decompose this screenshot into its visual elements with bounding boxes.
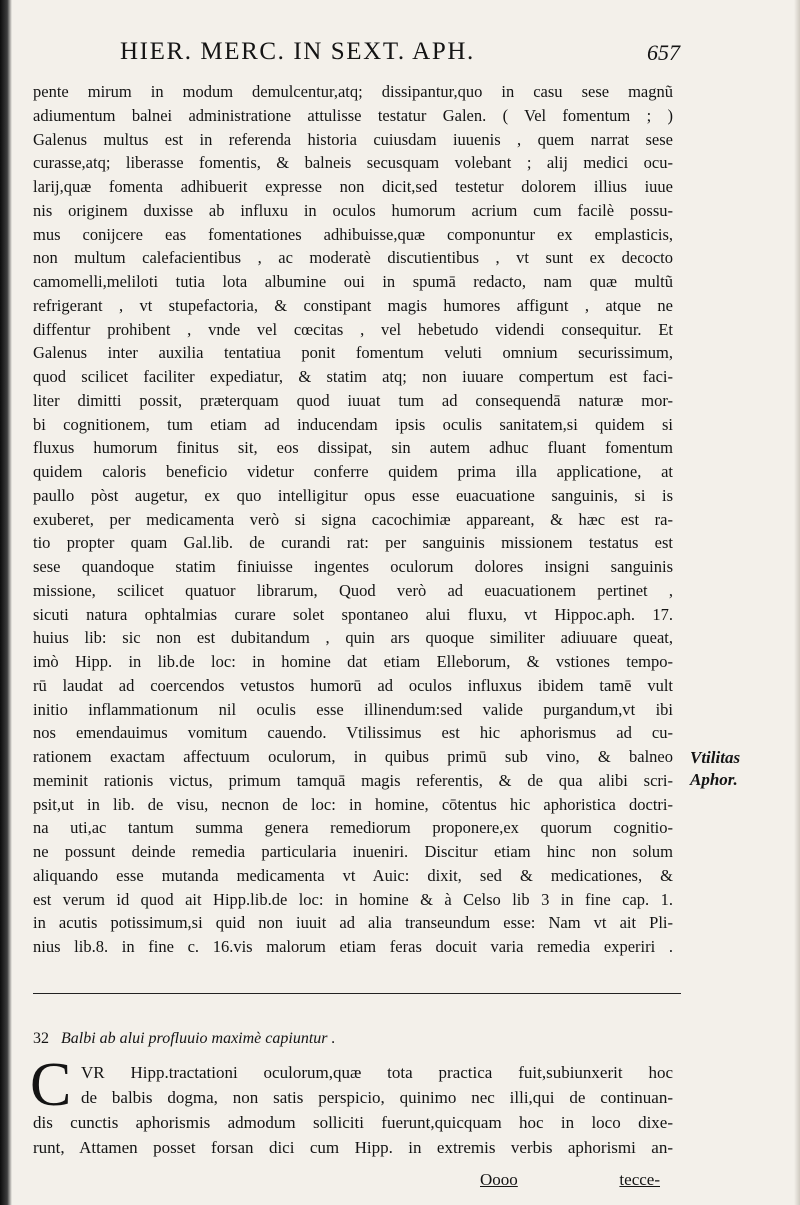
text-line: rū laudat ad coercendos vetustos humorū ad oculos influxus ibidem tamē vult: [33, 675, 673, 695]
aphorism-heading: [33, 1030, 673, 1048]
text-line: missione, scilicet quatuor librarum, Quod verò ad euacuationem pertinet ,: [33, 580, 673, 600]
text-line: na uti,ac tantum summa genera remediorum proponere,ex quorum cognitio-: [33, 818, 673, 838]
text-line: nis originem duxisse ab influxu in oculos humorum acrium cum facilè possu-: [33, 200, 673, 220]
text-line: curasse,atq; liberasse fomentis, & balneis secusquam volebant ; alij medici ocu-: [33, 153, 673, 173]
text-line: initio inflammationum nil oculis esse illinendum:sed valide purgandum,vt ibi: [33, 699, 673, 719]
text-line: camomelli,meliloti tutia lota albumine oui in spumā redacto, nam quæ multũ: [33, 272, 673, 291]
text-line: dis cunctis aphorismis admodum solliciti fuerunt,quicquam hoc in loco dixe-: [33, 1113, 673, 1132]
text-line: meminit rationis victus, primum tamquā magis referentis, & de qua alibi scri-: [33, 770, 673, 790]
aphorism-number: 32: [33, 1030, 49, 1047]
margin-note-line: Vtilitas: [690, 748, 741, 767]
text-line: in acutis potissimum,si quid non iuuit ad alia transeundum esse: Nam vt ait Pli-: [33, 913, 673, 933]
text-line: bi cognitionem, tum etiam ad inducendam ipsis oculis sanitatem,si quidem si: [33, 414, 673, 434]
text-line: de balbis dogma, non satis perspicio, quinimo nec illi,qui de continuan-: [81, 1088, 673, 1107]
catchword: tecce-: [619, 1170, 660, 1189]
text-line: larij,quæ fomenta adhibuerit expresse non dicit,sed testetur dolorem illius iuue: [33, 177, 673, 196]
text-line: quidem caloris beneficio videtur conferre quidem prima illa applicatione, at: [33, 462, 673, 481]
catchwords: [480, 1170, 660, 1196]
text-line: adiumentum balnei administratione attulisse testatur Galen. ( Vel fomentum ; ): [33, 105, 673, 125]
aphorism-commentary: [33, 1060, 673, 1160]
text-line: exuberet, per medicamenta verò si signa cacochimiæ appareant, & hæc est ra-: [33, 509, 673, 529]
page-number: 657: [647, 40, 680, 65]
text-line: mus conijcere eas fomentationes adhibuisse,quæ componuntur ex emplasticis,: [33, 224, 673, 244]
drop-cap: C: [30, 1051, 72, 1119]
signature-mark: Oooo: [480, 1170, 518, 1189]
page-outer-edge: [794, 0, 800, 1205]
text-line: est verum id quod ait Hipp.lib.de loc: in homine & à Celso lib 3 in fine cap. 1.: [33, 889, 673, 909]
text-line: psit,ut in lib. de visu, necnon de loc: in homine, cōtentus hic aphoristica doctri-: [33, 794, 673, 814]
text-line: paullo pòst augetur, ex quo intelligitur opus esse euacuatione sanguinis, si is: [33, 485, 673, 505]
aphorism-text: Balbi ab alui profluuio maximè capiuntur .: [61, 1030, 336, 1047]
running-title: HIER. MERC. IN SEXT. APH.: [120, 38, 475, 65]
section-rule: [33, 993, 681, 994]
text-line: liter dimitti possit, præterquam quod iuuat tum ad consequendā naturæ mor-: [33, 390, 673, 410]
margin-note-line: Aphor.: [690, 770, 738, 789]
text-line: imò Hipp. in lib.de loc: in homine dat etiam Elleborum, & vstiones tempo-: [33, 652, 673, 671]
running-header: [120, 38, 680, 72]
text-line: tio propter quam Gal.lib. de curandi rat: per sanguinis missionem testatus est: [33, 533, 673, 553]
text-line: runt, Attamen posset forsan dici cum Hipp. in extremis verbis aphorismi an-: [33, 1138, 673, 1157]
text-line: quod scilicet faciliter expediatur, & statim atq; non iuuare compertum est faci-: [33, 367, 673, 386]
text-line: pente mirum in modum demulcentur,atq; dissipantur,quo in casu sese magnũ: [33, 82, 673, 101]
text-line: sicuti natura ophtalmias curare solet spontaneo alui fluxu, vt Hippoc.aph. 17.: [33, 604, 673, 624]
commentary-text: [33, 80, 673, 959]
text-line: refrigerant , vt stupefactoria, & constipant magis humores affigunt , atque ne: [33, 295, 673, 315]
text-line: VR Hipp.tractationi oculorum,quæ tota practica fuit,subiunxerit hoc: [81, 1063, 673, 1082]
text-line: Galenus multus est in referenda historia cuiusdam iuuenis , quem narrat sese: [33, 129, 673, 149]
text-line: nos emendauimus vomitum cauendo. Vtilissimus est hic aphorismus ad cu-: [33, 723, 673, 743]
text-line: non multum calefacientibus , ac moderatè discutientibus , vt sunt ex decocto: [33, 248, 673, 268]
text-line: nius lib.8. in fine c. 16.vis malorum etiam feras docuit varia remedia experiri .: [33, 937, 673, 956]
margin-note: [690, 747, 790, 791]
text-line: rationem exactam affectuum oculorum, in quibus primū sub vino, & balneo: [33, 747, 673, 766]
text-line: Galenus inter auxilia tentatiua ponit fomentum veluti omnium securissimum,: [33, 343, 673, 363]
text-line: aliquando esse mutanda medicamenta vt Auic: dixit, sed & medicationes, &: [33, 865, 673, 885]
text-line: diffentur prohibent , vnde vel cœcitas , vel hebetudo videndi consequitur. Et: [33, 319, 673, 339]
text-line: ne possunt deinde remedia particularia inueniri. Discitur etiam hinc non solum: [33, 842, 673, 861]
text-line: huius lib: sic non est dubitandum , quin ars quoque similiter adiuuare queat,: [33, 628, 673, 648]
text-line: fluxus humorum finitus sit, eos dissipat, sin autem adhuc fluant fomentum: [33, 438, 673, 458]
text-line: sese quandoque statim finiuisse ingentes oculorum dolores insigni sanguinis: [33, 557, 673, 576]
page-binding-edge: [0, 0, 12, 1205]
